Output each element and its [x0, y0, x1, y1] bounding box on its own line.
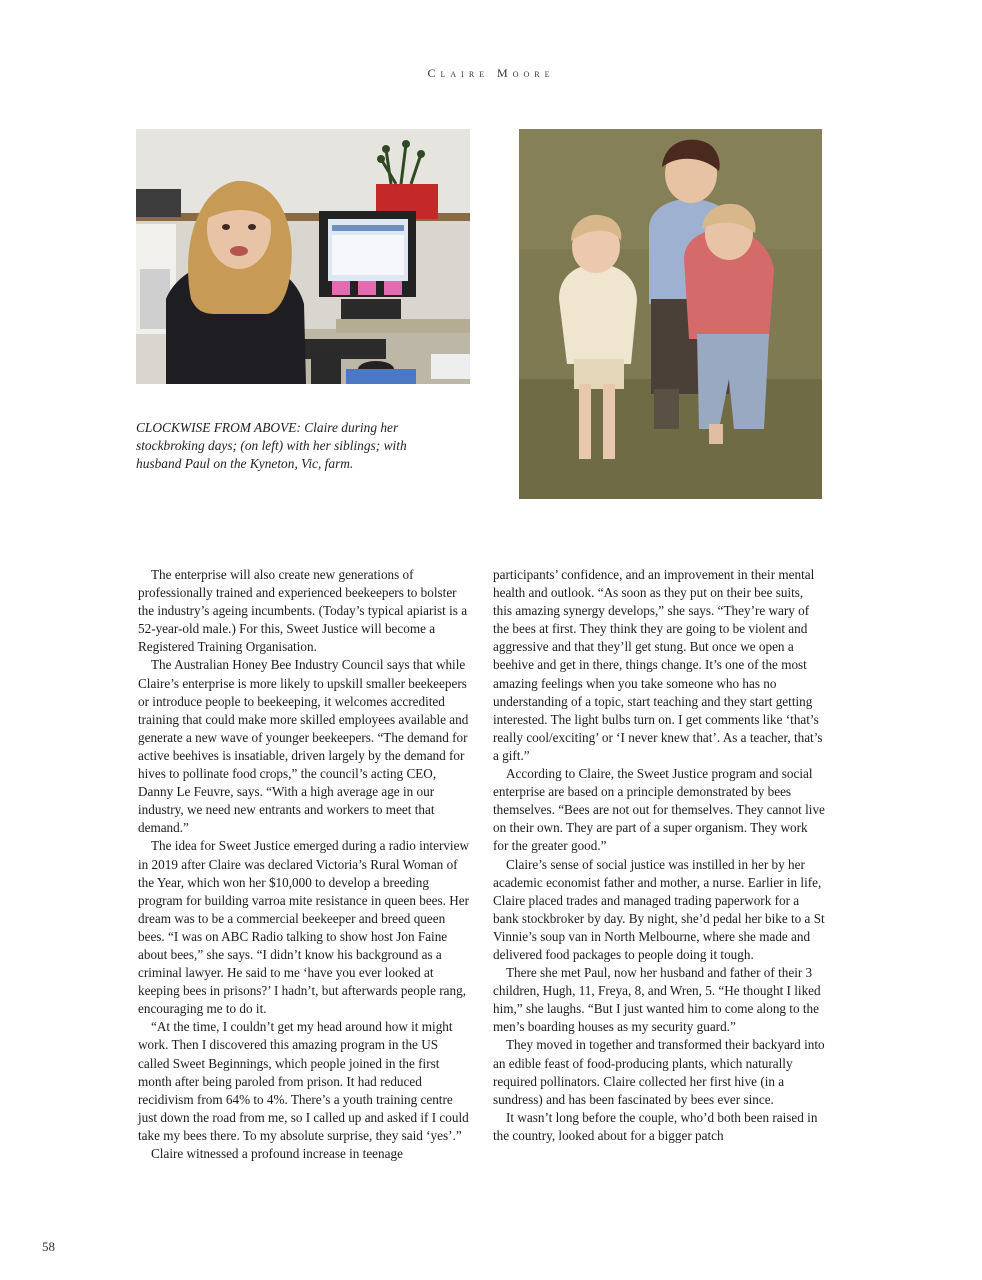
photo-with-siblings [519, 129, 822, 499]
article-paragraph: The enterprise will also create new generations of professionally trained and experienced beekeepers to bolster the industry’s ageing incumbents. (Today’s typical apiarist is a 52-year-old male.) For this, Sweet Justice will become a Registered Training Organisation. [138, 567, 468, 655]
article-paragraph: The Australian Honey Bee Industry Council says that while Claire’s enterprise is more likely to upskill smaller beekeepers or introduce people to beekeeping, it welcomes accredited training that could make more skilled employees available and generate a new wave of younger beekeepers. “The demand for active beehives is insatiable, driven largely by the demand for hives to pollinate food crops,” the council’s acting CEO, Danny Le Feuvre, says. “With a high average age in our industry, we need new entrants and workers to meet that demand.” [138, 657, 469, 836]
photo-stockbroking-days [136, 129, 470, 384]
office-photo-illustration [136, 129, 470, 384]
article-paragraph: According to Claire, the Sweet Justice program and social enterprise are based on a principle demonstrated by bees themselves. “Bees are not out for themselves. They cannot live on their own. They are part of a super organism. They work for the greater good.” [493, 766, 825, 854]
article-paragraph: “At the time, I couldn’t get my head around how it might work. Then I discovered this amazing program in the US called Sweet Beginnings, which people joined in the first month after being paroled from prison. It had reduced recidivism from 64% to 4%. There’s a youth training centre just down the road from me, so I called up and asked if I could take my bees there. To my absolute surprise, they said ‘yes’.” [138, 1019, 469, 1143]
photo-caption: CLOCKWISE FROM ABOVE: Claire during her stockbroking days; (on left) with her siblings; with husband Paul on the Kyneton, Vic, farm. [136, 420, 407, 471]
article-paragraph: Claire’s sense of social justice was instilled in her by her academic economist father and mother, a nurse. Earlier in life, Claire placed trades and managed trading paperwork for a bank stockbroker by day. By night, she’d pedal her bike to a St Vinnie’s soup van in North Melbourne, where she made and delivered food packages to people doing it tough. [493, 856, 825, 962]
article-paragraph: They moved in together and transformed their backyard into an edible feast of food-producing plants, which naturally required pollinators. Claire collected her first hive (in a sundress) and has been fascinated by bees ever since. [493, 1037, 825, 1107]
article-paragraph: There she met Paul, now her husband and father of their 3 children, Hugh, 11, Freya, 8, and Wren, 5. “He thought I liked him,” she laughs. “But I just wanted him to come along to the men’s boarding houses as my security guard.” [493, 965, 821, 1035]
article-paragraph-continued: participants’ confidence, and an improvement in their mental health and outlook. “As soon as they put on their bee suits, this amazing synergy develops,” she says. “They’re wary of the bees at first. They think they are going to be violent and aggressive and that they’ll get stung. But once we open a beehive and get in there, things change. It’s one of the most amazing feelings when you take someone who has no understanding of a topic, start teaching and they start getting interested. The light bulbs turn on. I get comments like ‘that’s really cool/exciting’ or ‘I never knew that’. As a teacher, that’s a gift.” [493, 567, 823, 763]
article-column-left [138, 566, 470, 1163]
page-number: 58 [42, 1239, 55, 1254]
running-head: Claire Moore [427, 66, 555, 80]
article-column-right [493, 566, 825, 1145]
article-paragraph: Claire witnessed a profound increase in teenage [151, 1146, 403, 1161]
article-paragraph: The idea for Sweet Justice emerged during a radio interview in 2019 after Claire was declared Victoria’s Rural Woman of the Year, which won her $10,000 to develop a breeding program for building varroa mite resistance in queen bees. Her dream was to be a commercial beekeeper and breed queen bees. “I was on ABC Radio talking to show host Jon Faine about bees,” she says. “I didn’t know his background as a criminal lawyer. He said to me ‘have you ever looked at keeping bees in prisons?’ I hadn’t, but afterwards people rang, encouraging me to do it. [138, 838, 470, 1017]
siblings-photo-illustration [519, 129, 822, 499]
article-paragraph: It wasn’t long before the couple, who’d both been raised in the country, looked about for a bigger patch [493, 1109, 818, 1143]
